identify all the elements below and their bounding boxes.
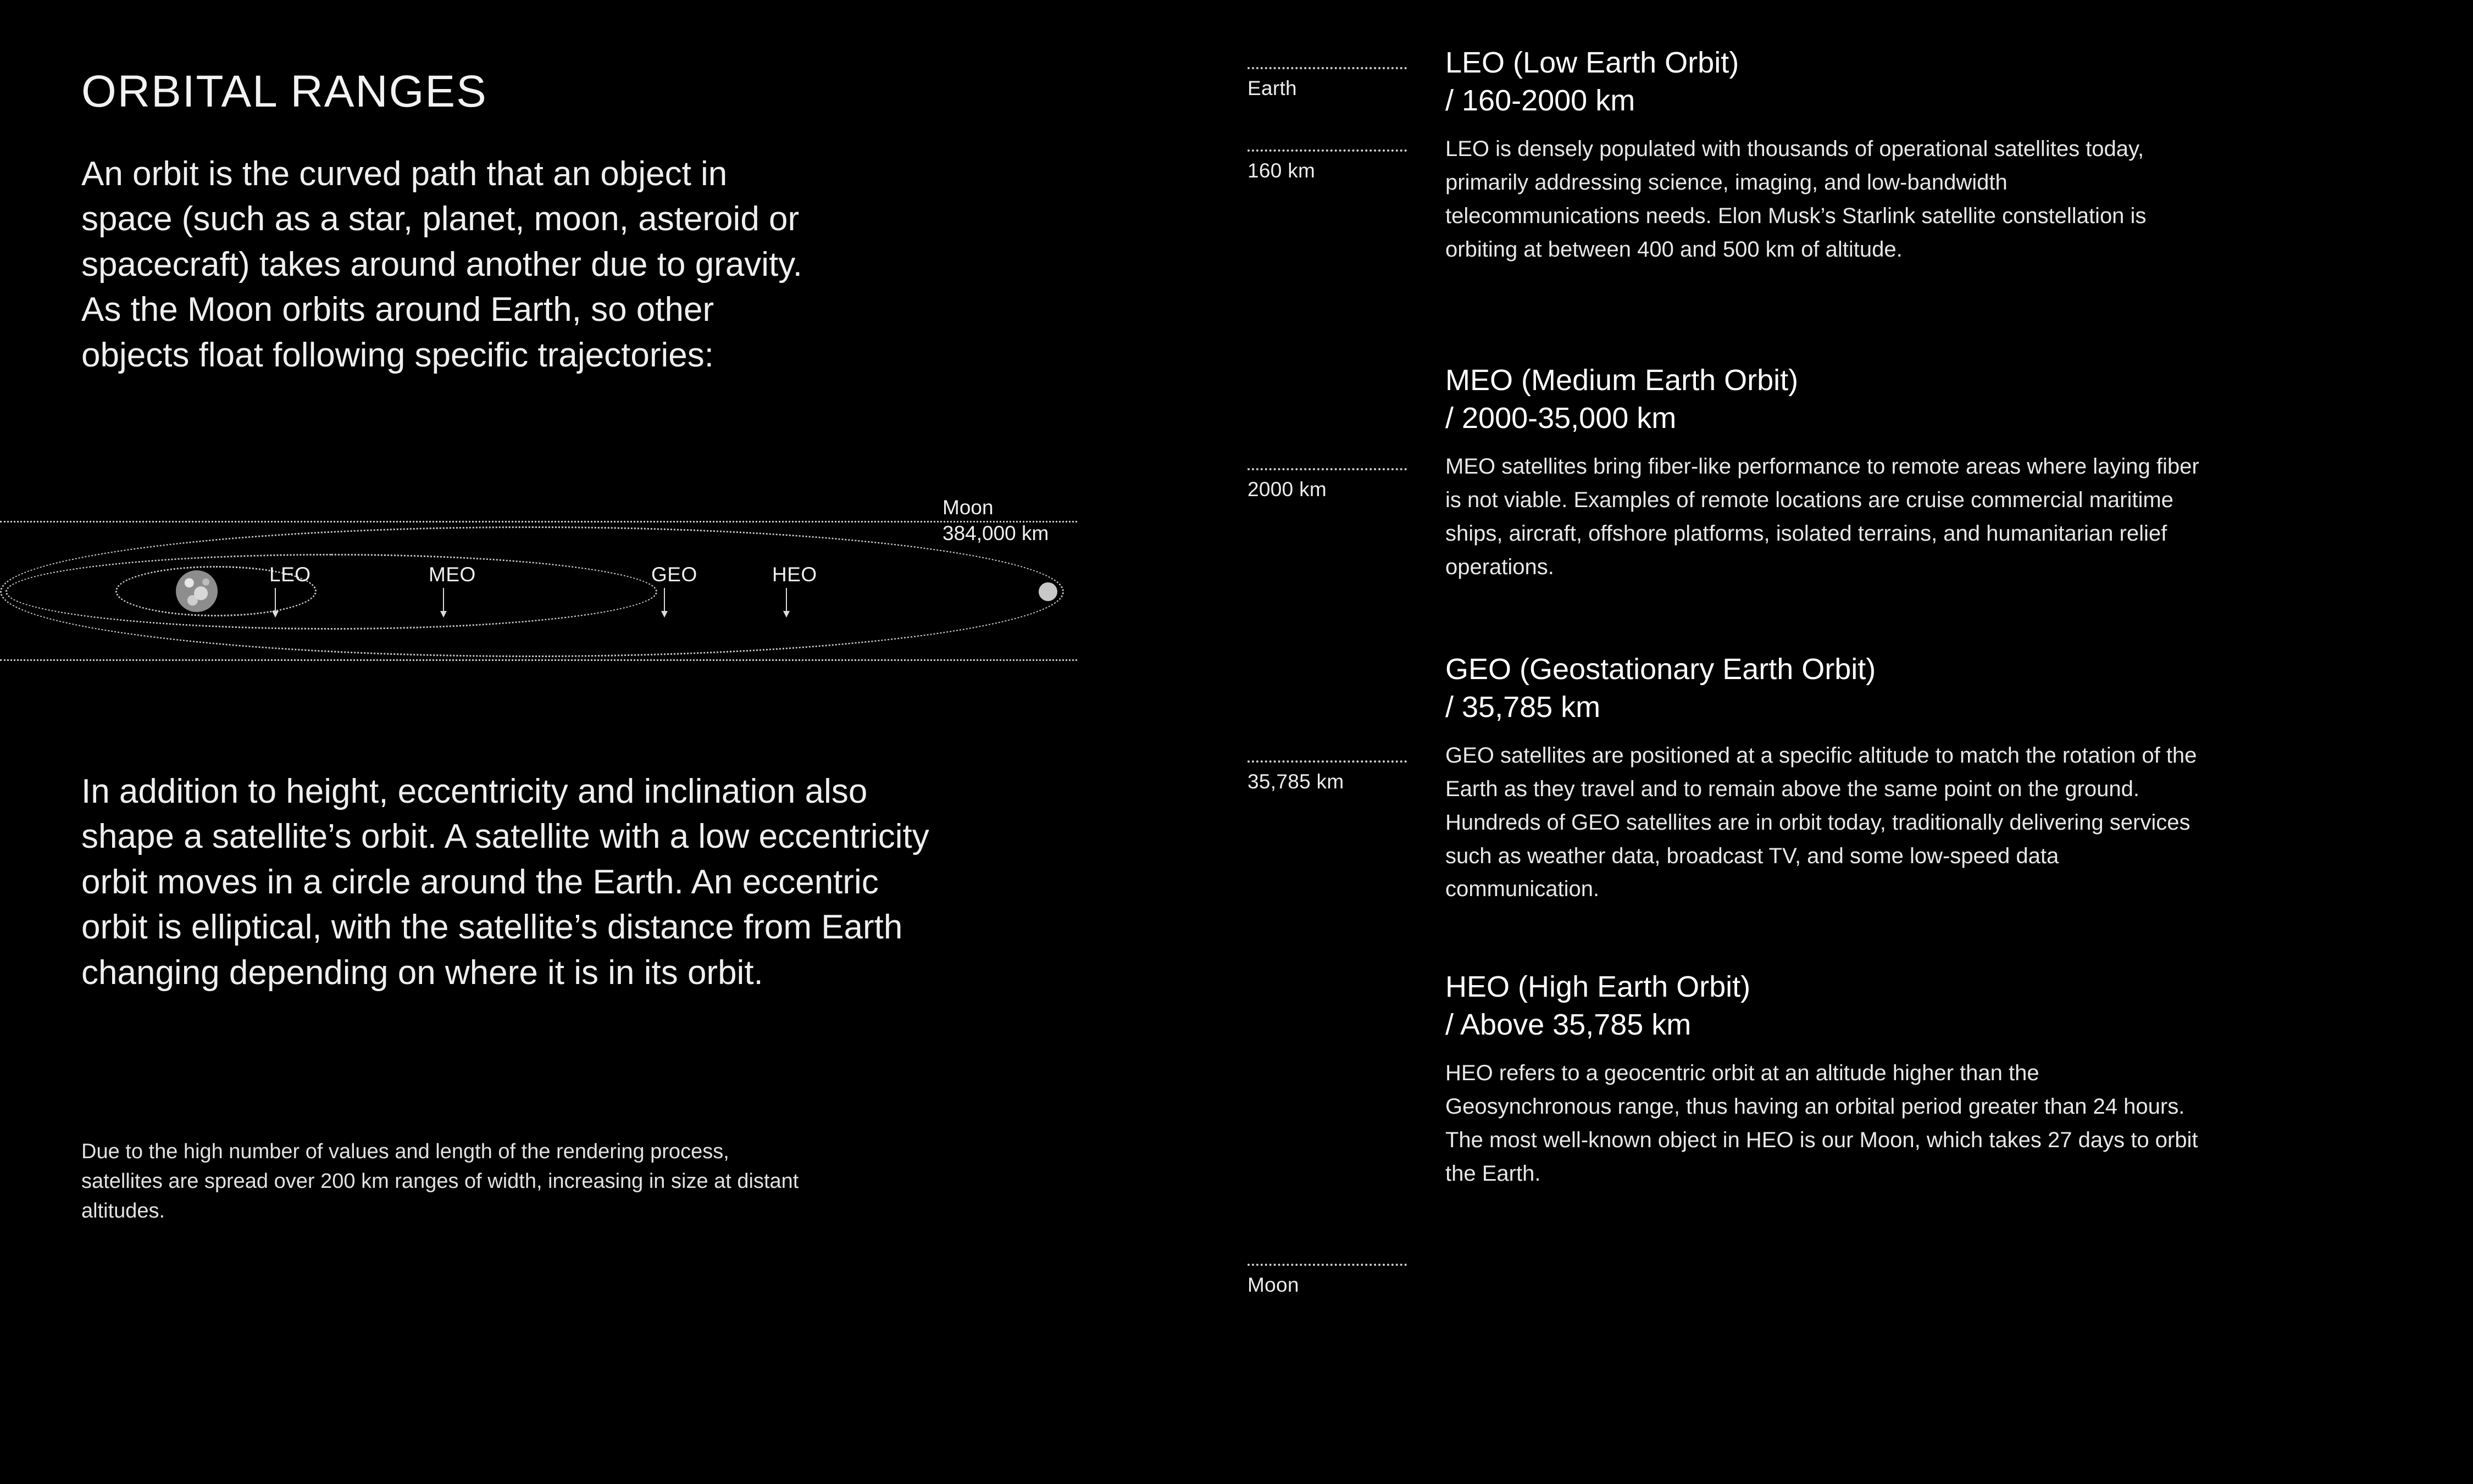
orbit-range-heo: / Above 35,785 km: [1445, 1008, 1692, 1041]
diagram-marker-geo: GEO: [651, 563, 697, 586]
scale-dotted-line: [1247, 468, 1407, 470]
orbit-range-leo: / 160-2000 km: [1445, 84, 1635, 117]
footnote-text: Due to the high number of values and length of the rendering process, satellites are spread over 200 km ranges of width, increasing in size at distant altitudes.: [81, 1140, 799, 1222]
orbit-range-meo: / 2000-35,000 km: [1445, 401, 1677, 435]
orbit-description-meo: MEO satellites bring fiber-like performance to remote areas where laying fiber is not viable. Examples of remote locations are cruise commercial maritime ships, aircraft, offshore platforms, isolated terrains, and humanitarian relief operations.: [1445, 454, 2199, 579]
diagram-arrow-heo: [786, 588, 787, 616]
diagram-marker-meo: MEO: [429, 563, 476, 586]
scale-marker-2000km: [1247, 468, 1445, 501]
diagram-marker-heo: HEO: [772, 563, 817, 586]
scale-label-35785km: 35,785 km: [1247, 770, 1344, 793]
diagram-moon-distance: 384,000 km: [942, 522, 1049, 545]
diagram-moon-label: [942, 494, 1049, 547]
moon-icon: [1039, 582, 1057, 601]
scale-dotted-line: [1247, 149, 1407, 152]
diagram-top-guideline: [0, 521, 1077, 523]
diagram-bottom-guideline: [0, 659, 1077, 661]
diagram-arrow-geo: [664, 588, 665, 616]
orbit-description-leo: LEO is densely populated with thousands of operational satellites today, primarily addressing science, imaging, and low-bandwidth telecommunications needs. Elon Musk’s Starlink satellite constellation is orbiting at between 400 and 500 km of altitude.: [1445, 137, 2147, 262]
diagram-moon-name: Moon: [942, 496, 994, 519]
orbit-description-geo: GEO satellites are positioned at a specific altitude to match the rotation of the Earth as they travel and to remain above the same point on the ground. Hundreds of GEO satellites are in orbit today, traditionally delivering services such as weather data, broadcast TV, and some low-speed data communication.: [1445, 743, 2197, 902]
left-column: [81, 66, 1125, 378]
scale-marker-160km: [1247, 149, 1445, 182]
orbit-block-geo: [1445, 651, 2215, 906]
diagram-arrow-leo: [275, 588, 276, 616]
scale-marker-earth: [1247, 67, 1445, 100]
orbit-diagram: [0, 494, 1105, 692]
geo-orbit-ellipse: [5, 554, 657, 630]
orbit-block-meo: [1445, 362, 2215, 583]
diagram-arrow-meo: [443, 588, 444, 616]
orbit-title-meo: MEO (Medium Earth Orbit): [1445, 364, 1799, 397]
second-text-block: [81, 769, 939, 996]
orbit-range-geo: / 35,785 km: [1445, 690, 1601, 724]
scale-dotted-line: [1247, 67, 1407, 69]
scale-label-moon: Moon: [1247, 1274, 1299, 1296]
orbit-title-geo: GEO (Geostationary Earth Orbit): [1445, 653, 1876, 686]
orbit-title-heo: HEO (High Earth Orbit): [1445, 970, 1751, 1003]
orbit-block-leo: [1445, 44, 2215, 266]
earth-icon: [176, 570, 218, 612]
scale-dotted-line: [1247, 1264, 1407, 1266]
scale-marker-moon: [1247, 1264, 1445, 1297]
eccentricity-paragraph: In addition to height, eccentricity and inclination also shape a satellite’s orbit. A satellite with a low eccentricity orbit moves in a circle around the Earth. An eccentric orbit is elliptical, with the satellite’s distance from Earth changing depending on where it is in its orbit.: [81, 772, 929, 992]
scale-marker-35785km: [1247, 760, 1445, 793]
intro-paragraph: An orbit is the curved path that an object in space (such as a star, planet, moon, asteroid or spacecraft) takes around another due to gravity. As the Moon orbits around Earth, so other objects float following specific trajectories:: [81, 155, 802, 374]
orbit-description-heo: HEO refers to a geocentric orbit at an altitude higher than the Geosynchronous range, thus having an orbital period greater than 24 hours. The most well-known object in HEO is our Moon, which takes 27 days to orbit the Earth.: [1445, 1061, 2198, 1186]
scale-label-earth: Earth: [1247, 77, 1297, 99]
scale-label-160km: 160 km: [1247, 159, 1316, 182]
page-title: ORBITAL RANGES: [81, 66, 487, 116]
orbit-block-heo: [1445, 968, 2215, 1190]
scale-dotted-line: [1247, 760, 1407, 763]
diagram-marker-leo: LEO: [269, 563, 311, 586]
scale-label-2000km: 2000 km: [1247, 478, 1327, 501]
orbit-title-leo: LEO (Low Earth Orbit): [1445, 46, 1739, 79]
